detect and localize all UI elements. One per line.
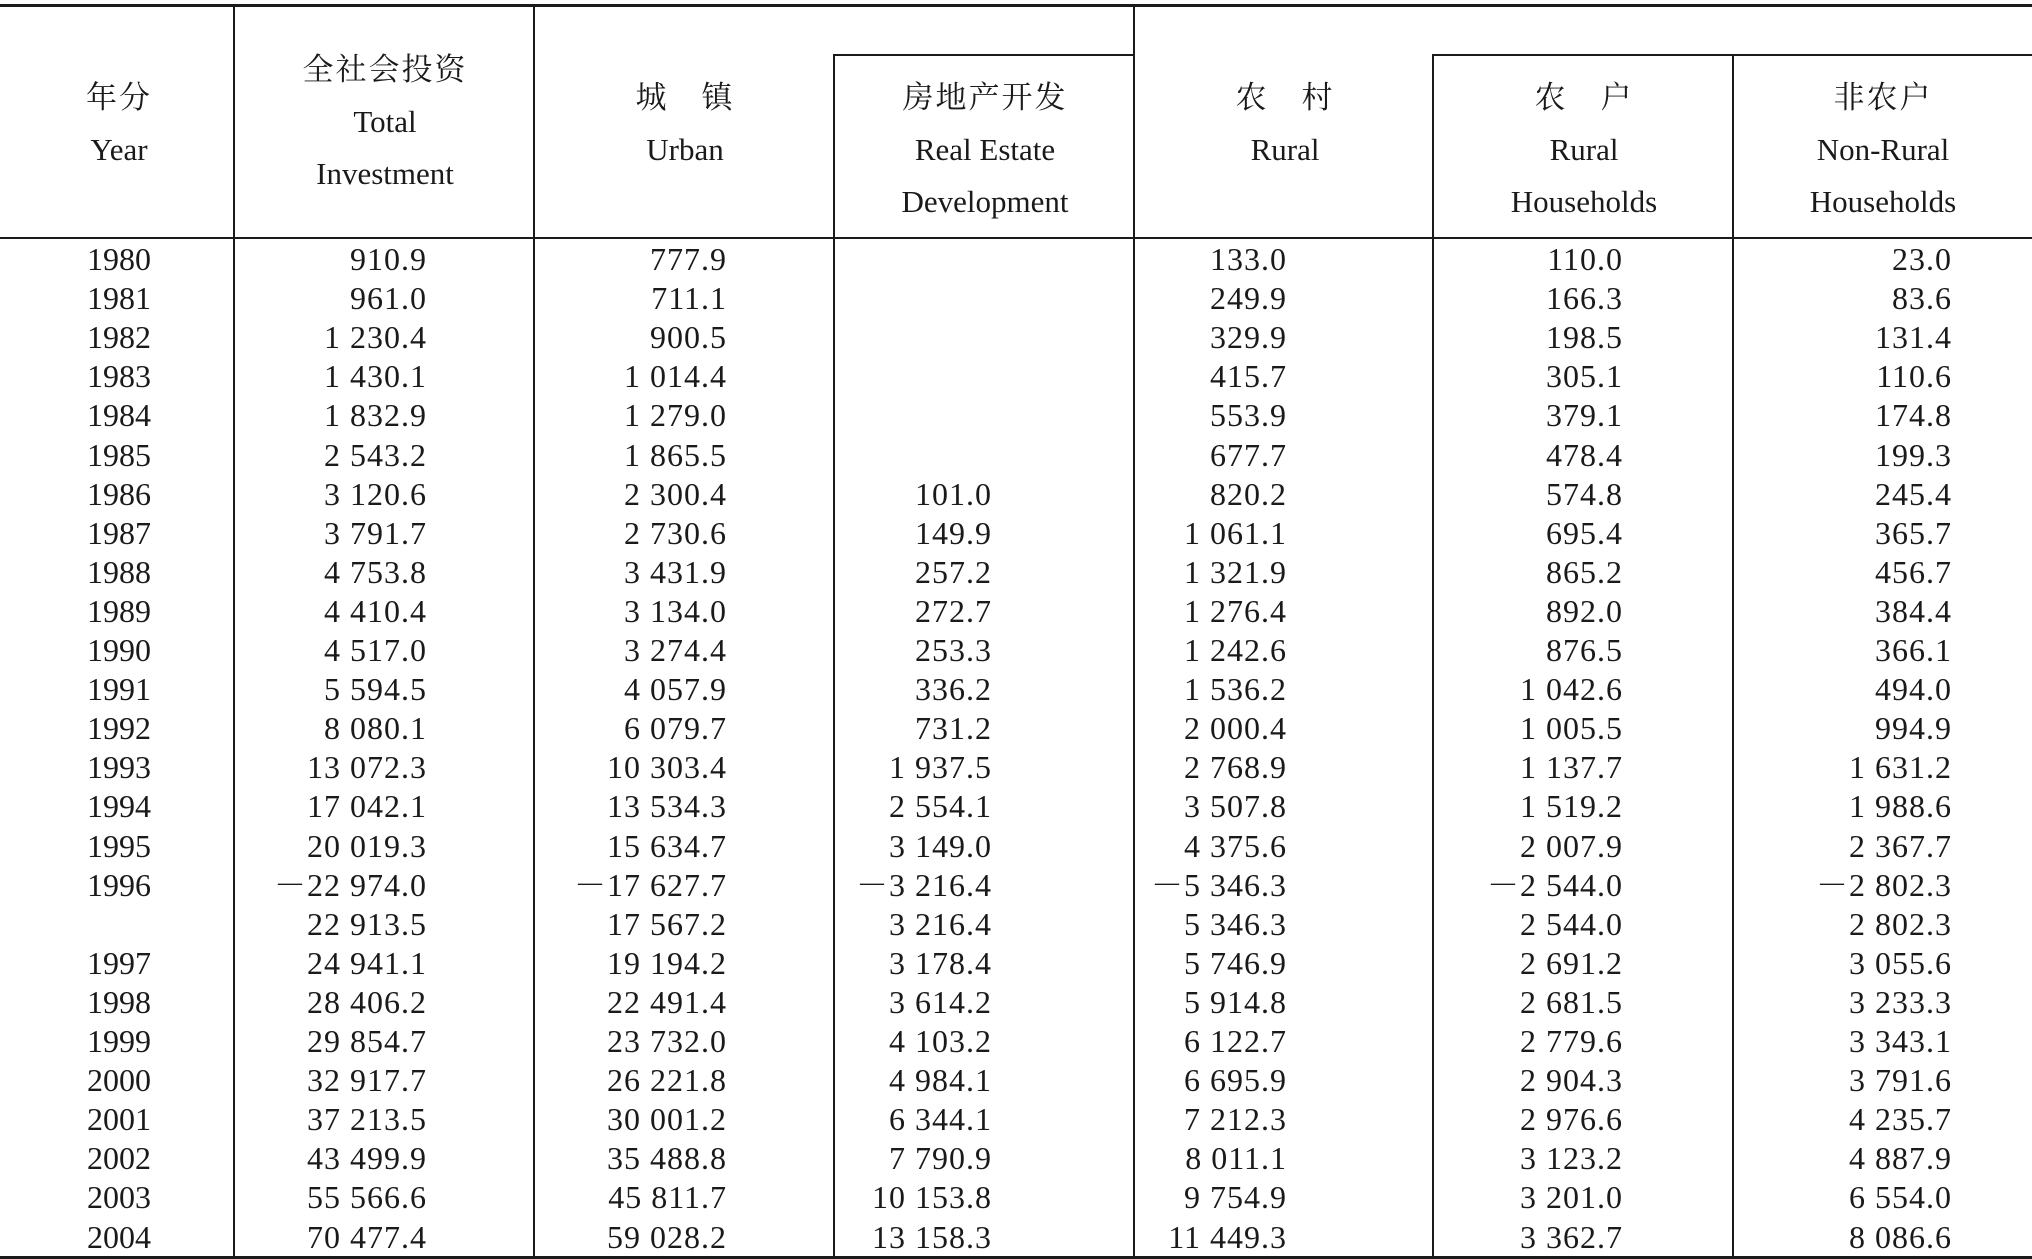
cell-real-estate: 4 984.1 <box>889 1062 992 1099</box>
cell-rural: 5 346.3 <box>1184 905 1287 942</box>
table-row <box>0 436 2032 475</box>
cell-urban: 15 634.7 <box>607 827 727 864</box>
cell-real-estate: 149.9 <box>915 514 992 551</box>
cell-year: 1985 <box>87 436 151 473</box>
cell-non-rural-households: 23.0 <box>1892 241 1952 277</box>
cell-total-investment: 1 230.4 <box>324 319 427 356</box>
cell-year: 1995 <box>87 827 151 864</box>
table-row <box>0 240 2032 279</box>
cell-real-estate: 3 149.0 <box>889 827 992 864</box>
cell-total-investment: 4 517.0 <box>324 632 427 668</box>
table-row <box>0 905 2032 944</box>
cell-total-investment: 22 913.5 <box>307 905 427 942</box>
header-rural-households: 农 户 Rural Households <box>1510 80 1658 219</box>
cell-total-investment: 37 213.5 <box>307 1101 427 1138</box>
cell-rural-households: 2 681.5 <box>1520 983 1623 1020</box>
cell-year: 1998 <box>87 983 151 1020</box>
cell-non-rural-households: 245.4 <box>1875 475 1952 512</box>
cell-urban: 10 303.4 <box>607 749 727 786</box>
cell-rural-households: 1 519.2 <box>1520 788 1623 825</box>
cell-urban: 45 811.7 <box>608 1179 727 1216</box>
cell-real-estate <box>662 357 992 396</box>
cell-non-rural-households: 494.0 <box>1875 671 1952 708</box>
cell-rural-households: 2 007.9 <box>1520 827 1623 864</box>
table-row <box>0 475 2032 514</box>
table-row <box>0 866 2032 905</box>
cell-urban: 1 865.5 <box>624 436 727 473</box>
cell-total-investment: 4 410.4 <box>324 592 427 629</box>
cell-urban: －17 627.7 <box>573 866 727 903</box>
table-row <box>0 983 2032 1022</box>
table-row <box>0 1022 2032 1061</box>
cell-rural-households: 3 362.7 <box>1520 1218 1623 1255</box>
top-rule <box>0 4 2032 7</box>
cell-year: 1990 <box>87 632 151 668</box>
cell-non-rural-households: 3 055.6 <box>1849 944 1952 981</box>
cell-non-rural-households: 2 367.7 <box>1849 827 1952 864</box>
cell-urban: 19 194.2 <box>607 944 727 981</box>
cell-total-investment: 43 499.9 <box>307 1140 427 1177</box>
cell-rural: 7 212.3 <box>1184 1101 1287 1138</box>
cell-rural-households: 2 544.0 <box>1520 905 1623 942</box>
table-row <box>0 396 2032 435</box>
cell-non-rural-households: 174.8 <box>1875 397 1952 434</box>
cell-rural: 677.7 <box>1210 436 1287 473</box>
cell-real-estate: 272.7 <box>915 592 992 629</box>
cell-urban: 900.5 <box>650 319 727 356</box>
cell-year: 1987 <box>87 514 151 551</box>
cell-total-investment: 961.0 <box>350 280 427 317</box>
cell-year: 1996 <box>87 866 151 903</box>
cell-rural-households: 876.5 <box>1546 632 1623 668</box>
table-row <box>0 1139 2032 1178</box>
cell-rural: 4 375.6 <box>1184 827 1287 864</box>
cell-rural: 5 746.9 <box>1184 944 1287 981</box>
table-row <box>0 514 2032 553</box>
table-row <box>0 827 2032 866</box>
cell-real-estate: 10 153.8 <box>872 1179 992 1216</box>
table-row <box>0 357 2032 396</box>
cell-urban: 30 001.2 <box>607 1101 727 1138</box>
cell-year: 2004 <box>87 1218 151 1255</box>
header-total-investment: 全社会投资 Total Investment <box>302 52 468 191</box>
cell-year: 1999 <box>87 1023 151 1059</box>
cell-total-investment: 29 854.7 <box>307 1023 427 1059</box>
cell-total-investment: 32 917.7 <box>307 1062 427 1099</box>
cell-rural-households: 198.5 <box>1546 319 1623 356</box>
cell-total-investment: 28 406.2 <box>307 983 427 1020</box>
cell-non-rural-households: 4 887.9 <box>1849 1140 1952 1177</box>
cell-urban: 1 279.0 <box>624 397 727 434</box>
cell-rural-households: 2 904.3 <box>1520 1062 1623 1099</box>
cell-urban: 22 491.4 <box>607 983 727 1020</box>
cell-year: 1986 <box>87 475 151 512</box>
cell-non-rural-households: 83.6 <box>1892 280 1952 317</box>
cell-rural: 6 695.9 <box>1184 1062 1287 1099</box>
cell-total-investment: 55 566.6 <box>307 1179 427 1216</box>
cell-total-investment: 3 791.7 <box>324 514 427 551</box>
cell-year: 1991 <box>87 671 151 708</box>
cell-total-investment: 1 832.9 <box>324 397 427 434</box>
cell-real-estate: 6 344.1 <box>889 1101 992 1138</box>
cell-rural-households: 892.0 <box>1546 592 1623 629</box>
cell-rural-households: 1 005.5 <box>1520 710 1623 747</box>
cell-year: 1994 <box>87 788 151 825</box>
cell-total-investment: 5 594.5 <box>324 671 427 708</box>
table-row <box>0 1061 2032 1100</box>
cell-urban: 17 567.2 <box>607 905 727 942</box>
cell-rural-households: －2 544.0 <box>1486 866 1623 903</box>
cell-year: 1981 <box>87 280 151 317</box>
cell-rural-households: 865.2 <box>1546 553 1623 590</box>
cell-rural: 9 754.9 <box>1184 1179 1287 1216</box>
cell-real-estate: 3 614.2 <box>889 983 992 1020</box>
cell-non-rural-households: 3 791.6 <box>1849 1062 1952 1099</box>
cell-rural: 820.2 <box>1210 475 1287 512</box>
cell-real-estate <box>662 240 992 279</box>
cell-real-estate: 7 790.9 <box>889 1140 992 1177</box>
cell-real-estate: 257.2 <box>915 553 992 590</box>
cell-non-rural-households: 384.4 <box>1875 592 1952 629</box>
cell-non-rural-households: 1 631.2 <box>1849 749 1952 786</box>
cell-rural: 1 242.6 <box>1184 632 1287 668</box>
cell-rural-households: 3 201.0 <box>1520 1179 1623 1216</box>
cell-rural: 329.9 <box>1210 319 1287 356</box>
cell-rural-households: 379.1 <box>1546 397 1623 434</box>
cell-non-rural-households: 2 802.3 <box>1849 905 1952 942</box>
cell-non-rural-households: －2 802.3 <box>1815 866 1952 903</box>
cell-total-investment: 910.9 <box>350 241 427 277</box>
cell-non-rural-households: 8 086.6 <box>1849 1218 1952 1255</box>
table-row <box>0 787 2032 826</box>
cell-year: 1982 <box>87 319 151 356</box>
cell-rural: 1 276.4 <box>1184 592 1287 629</box>
cell-non-rural-households: 994.9 <box>1875 710 1952 747</box>
cell-total-investment: 17 042.1 <box>307 788 427 825</box>
cell-total-investment: －22 974.0 <box>273 866 427 903</box>
cell-rural: 8 011.1 <box>1185 1140 1287 1177</box>
table-row <box>0 1178 2032 1217</box>
cell-urban: 3 431.9 <box>624 553 727 590</box>
cell-year: 1983 <box>87 358 151 395</box>
cell-year: 2001 <box>87 1101 151 1138</box>
cell-non-rural-households: 3 233.3 <box>1849 983 1952 1020</box>
cell-total-investment: 24 941.1 <box>307 944 427 981</box>
cell-real-estate <box>662 279 992 318</box>
cell-real-estate: 336.2 <box>915 671 992 708</box>
cell-year: 1989 <box>87 592 151 629</box>
cell-real-estate: 731.2 <box>915 710 992 747</box>
cell-total-investment: 3 120.6 <box>324 475 427 512</box>
cell-urban: 59 028.2 <box>607 1218 727 1255</box>
cell-real-estate <box>662 436 992 475</box>
cell-rural-households: 110.0 <box>1547 241 1623 277</box>
cell-total-investment: 8 080.1 <box>324 710 427 747</box>
cell-urban: 3 134.0 <box>624 592 727 629</box>
cell-real-estate <box>662 396 992 435</box>
cell-rural: 553.9 <box>1210 397 1287 434</box>
cell-urban: 777.9 <box>650 241 727 277</box>
cell-real-estate: 101.0 <box>915 475 992 512</box>
cell-rural-households: 1 137.7 <box>1520 749 1623 786</box>
cell-rural-households: 2 976.6 <box>1520 1101 1623 1138</box>
cell-non-rural-households: 366.1 <box>1875 632 1952 668</box>
table-row <box>0 1100 2032 1139</box>
cell-rural: 1 321.9 <box>1184 553 1287 590</box>
cell-total-investment: 70 477.4 <box>307 1218 427 1255</box>
cell-real-estate: 3 216.4 <box>889 905 992 942</box>
cell-rural-households: 695.4 <box>1546 514 1623 551</box>
cell-total-investment: 4 753.8 <box>324 553 427 590</box>
cell-year: 1980 <box>87 241 151 277</box>
cell-rural-households: 1 042.6 <box>1520 671 1623 708</box>
cell-non-rural-households: 3 343.1 <box>1849 1023 1952 1059</box>
cell-year: 1988 <box>87 553 151 590</box>
cell-year: 2003 <box>87 1179 151 1216</box>
cell-rural-households: 3 123.2 <box>1520 1140 1623 1177</box>
header-rural: 农 村 Rural <box>1235 80 1335 167</box>
table-row <box>0 709 2032 748</box>
table-row <box>0 553 2032 592</box>
table-row <box>0 592 2032 631</box>
cell-year: 2000 <box>87 1062 151 1099</box>
cell-year: 1993 <box>87 749 151 786</box>
header-real-estate: 房地产开发 Real Estate Development <box>901 80 1069 219</box>
cell-rural: 249.9 <box>1210 280 1287 317</box>
cell-year: 1997 <box>87 944 151 981</box>
cell-rural: 2 768.9 <box>1184 749 1287 786</box>
cell-rural-households: 2 691.2 <box>1520 944 1623 981</box>
cell-real-estate: 2 554.1 <box>889 788 992 825</box>
cell-non-rural-households: 365.7 <box>1875 514 1952 551</box>
cell-urban: 711.1 <box>651 280 727 317</box>
cell-real-estate: －3 216.4 <box>855 866 992 903</box>
table-row <box>0 318 2032 357</box>
cell-rural: 1 536.2 <box>1184 671 1287 708</box>
cell-non-rural-households: 1 988.6 <box>1849 788 1952 825</box>
cell-urban: 6 079.7 <box>624 710 727 747</box>
cell-year: 1984 <box>87 397 151 434</box>
table-row <box>0 631 2032 670</box>
header-year: 年分 Year <box>86 80 152 167</box>
cell-real-estate: 4 103.2 <box>889 1023 992 1059</box>
cell-total-investment: 13 072.3 <box>307 749 427 786</box>
cell-rural: 5 914.8 <box>1184 983 1287 1020</box>
table-row <box>0 1218 2032 1257</box>
cell-urban: 2 730.6 <box>624 514 727 551</box>
cell-urban: 13 534.3 <box>607 788 727 825</box>
cell-rural-households: 2 779.6 <box>1520 1023 1623 1059</box>
cell-rural: 11 449.3 <box>1168 1218 1287 1255</box>
cell-non-rural-households: 131.4 <box>1875 319 1952 356</box>
cell-urban: 23 732.0 <box>607 1023 727 1059</box>
cell-rural-households: 166.3 <box>1546 280 1623 317</box>
header-non-rural-households: 非农户 Non-Rural Households <box>1809 80 1957 219</box>
cell-rural: 1 061.1 <box>1184 514 1287 551</box>
cell-total-investment: 1 430.1 <box>324 358 427 395</box>
header-urban: 城 镇 Urban <box>635 80 735 167</box>
cell-rural: 415.7 <box>1210 358 1287 395</box>
cell-year: 1992 <box>87 710 151 747</box>
cell-rural-households: 574.8 <box>1546 475 1623 512</box>
cell-rural: 2 000.4 <box>1184 710 1287 747</box>
cell-urban: 4 057.9 <box>624 671 727 708</box>
table-row <box>0 670 2032 709</box>
cell-urban: 35 488.8 <box>607 1140 727 1177</box>
cell-urban: 3 274.4 <box>624 632 727 668</box>
table-row <box>0 279 2032 318</box>
cell-real-estate <box>662 318 992 357</box>
cell-urban: 1 014.4 <box>624 358 727 395</box>
cell-total-investment: 2 543.2 <box>324 436 427 473</box>
cell-rural: 6 122.7 <box>1184 1023 1287 1059</box>
cell-non-rural-households: 199.3 <box>1875 436 1952 473</box>
cell-year: 2002 <box>87 1140 151 1177</box>
sub-header-rule-left <box>833 54 1133 56</box>
cell-rural-households: 305.1 <box>1546 358 1623 395</box>
cell-non-rural-households: 4 235.7 <box>1849 1101 1952 1138</box>
cell-non-rural-households: 456.7 <box>1875 553 1952 590</box>
cell-urban: 26 221.8 <box>607 1062 727 1099</box>
cell-real-estate: 3 178.4 <box>889 944 992 981</box>
cell-rural-households: 478.4 <box>1546 436 1623 473</box>
cell-real-estate: 1 937.5 <box>889 749 992 786</box>
table-row <box>0 944 2032 983</box>
cell-non-rural-households: 110.6 <box>1876 358 1952 395</box>
header-bottom-rule <box>0 237 2032 239</box>
cell-urban: 2 300.4 <box>624 475 727 512</box>
cell-rural: 3 507.8 <box>1184 788 1287 825</box>
cell-real-estate: 13 158.3 <box>872 1218 992 1255</box>
cell-real-estate: 253.3 <box>915 632 992 668</box>
cell-total-investment: 20 019.3 <box>307 827 427 864</box>
cell-rural: 133.0 <box>1210 241 1287 277</box>
cell-non-rural-households: 6 554.0 <box>1849 1179 1952 1216</box>
table-row <box>0 748 2032 787</box>
cell-rural: －5 346.3 <box>1150 866 1287 903</box>
